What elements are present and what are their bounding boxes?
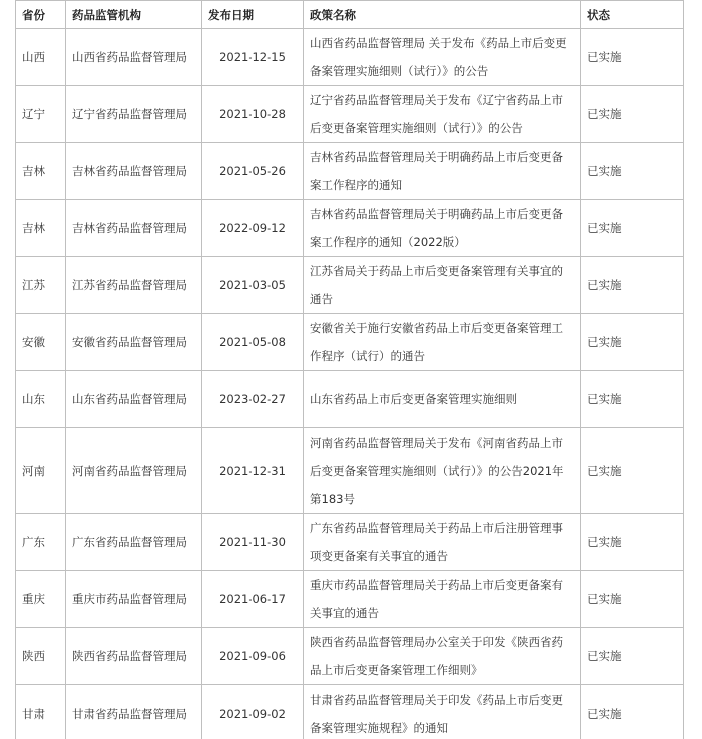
cell-agency: 辽宁省药品监督管理局 [66, 86, 202, 143]
header-status: 状态 [581, 1, 684, 29]
cell-province: 吉林 [16, 143, 66, 200]
cell-policy: 江苏省局关于药品上市后变更备案管理有关事宜的通告 [304, 257, 581, 314]
cell-province: 甘肃 [16, 685, 66, 739]
table-row [16, 428, 684, 514]
cell-date: 2021-09-02 [202, 685, 304, 739]
cell-date: 2021-12-31 [202, 428, 304, 514]
cell-status: 已实施 [581, 571, 684, 628]
table-header-row [16, 1, 684, 29]
cell-date: 2021-12-15 [202, 29, 304, 86]
cell-agency: 甘肃省药品监督管理局 [66, 685, 202, 739]
cell-policy: 重庆市药品监督管理局关于药品上市后变更备案有关事宜的通告 [304, 571, 581, 628]
cell-province: 陕西 [16, 628, 66, 685]
cell-province: 安徽 [16, 314, 66, 371]
cell-date: 2021-10-28 [202, 86, 304, 143]
table-row [16, 257, 684, 314]
header-policy: 政策名称 [304, 1, 581, 29]
cell-date: 2021-05-08 [202, 314, 304, 371]
cell-province: 重庆 [16, 571, 66, 628]
cell-policy: 安徽省关于施行安徽省药品上市后变更备案管理工作程序（试行）的通告 [304, 314, 581, 371]
header-province: 省份 [16, 1, 66, 29]
cell-status: 已实施 [581, 514, 684, 571]
cell-status: 已实施 [581, 29, 684, 86]
header-agency: 药品监管机构 [66, 1, 202, 29]
cell-province: 吉林 [16, 200, 66, 257]
cell-date: 2023-02-27 [202, 371, 304, 428]
cell-policy: 河南省药品监督管理局关于发布《河南省药品上市后变更备案管理实施细则（试行）》的公告2021年第183号 [304, 428, 581, 514]
cell-date: 2022-09-12 [202, 200, 304, 257]
table-row [16, 685, 684, 739]
cell-policy: 辽宁省药品监督管理局关于发布《辽宁省药品上市后变更备案管理实施细则（试行）》的公告 [304, 86, 581, 143]
cell-province: 山东 [16, 371, 66, 428]
cell-policy: 甘肃省药品监督管理局关于印发《药品上市后变更备案管理实施规程》的通知 [304, 685, 581, 739]
cell-province: 山西 [16, 29, 66, 86]
cell-province: 河南 [16, 428, 66, 514]
cell-status: 已实施 [581, 257, 684, 314]
cell-status: 已实施 [581, 371, 684, 428]
table-row [16, 571, 684, 628]
cell-province: 广东 [16, 514, 66, 571]
table-row [16, 371, 684, 428]
cell-agency: 广东省药品监督管理局 [66, 514, 202, 571]
cell-agency: 陕西省药品监督管理局 [66, 628, 202, 685]
cell-date: 2021-05-26 [202, 143, 304, 200]
cell-agency: 江苏省药品监督管理局 [66, 257, 202, 314]
policy-table [15, 0, 684, 739]
cell-status: 已实施 [581, 314, 684, 371]
cell-status: 已实施 [581, 200, 684, 257]
cell-status: 已实施 [581, 685, 684, 739]
cell-agency: 吉林省药品监督管理局 [66, 143, 202, 200]
table-row [16, 200, 684, 257]
cell-policy: 山东省药品上市后变更备案管理实施细则 [304, 371, 581, 428]
cell-status: 已实施 [581, 86, 684, 143]
cell-policy: 广东省药品监督管理局关于药品上市后注册管理事项变更备案有关事宜的通告 [304, 514, 581, 571]
table-row [16, 86, 684, 143]
cell-agency: 山西省药品监督管理局 [66, 29, 202, 86]
cell-policy: 陕西省药品监督管理局办公室关于印发《陕西省药品上市后变更备案管理工作细则》 [304, 628, 581, 685]
table-row [16, 628, 684, 685]
cell-agency: 吉林省药品监督管理局 [66, 200, 202, 257]
cell-policy: 山西省药品监督管理局 关于发布《药品上市后变更备案管理实施细则（试行）》的公告 [304, 29, 581, 86]
cell-province: 江苏 [16, 257, 66, 314]
cell-date: 2021-03-05 [202, 257, 304, 314]
table-row [16, 314, 684, 371]
header-date: 发布日期 [202, 1, 304, 29]
cell-agency: 河南省药品监督管理局 [66, 428, 202, 514]
cell-status: 已实施 [581, 143, 684, 200]
table-row [16, 143, 684, 200]
table-row [16, 29, 684, 86]
cell-agency: 安徽省药品监督管理局 [66, 314, 202, 371]
table-row [16, 514, 684, 571]
cell-date: 2021-09-06 [202, 628, 304, 685]
cell-agency: 山东省药品监督管理局 [66, 371, 202, 428]
cell-status: 已实施 [581, 428, 684, 514]
cell-policy: 吉林省药品监督管理局关于明确药品上市后变更备案工作程序的通知（2022版） [304, 200, 581, 257]
cell-date: 2021-06-17 [202, 571, 304, 628]
cell-date: 2021-11-30 [202, 514, 304, 571]
cell-agency: 重庆市药品监督管理局 [66, 571, 202, 628]
cell-province: 辽宁 [16, 86, 66, 143]
cell-policy: 吉林省药品监督管理局关于明确药品上市后变更备案工作程序的通知 [304, 143, 581, 200]
cell-status: 已实施 [581, 628, 684, 685]
